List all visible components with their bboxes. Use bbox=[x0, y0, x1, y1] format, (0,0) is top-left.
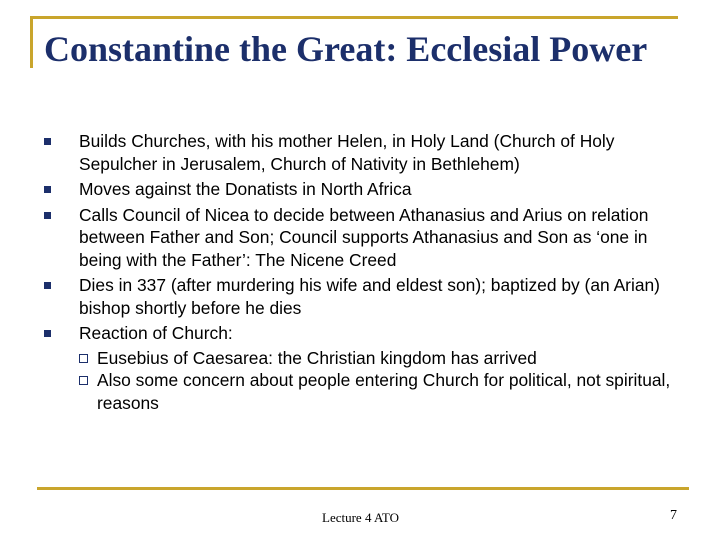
sub-bullet-text: Eusebius of Caesarea: the Christian kingdom has arrived bbox=[97, 347, 537, 368]
bullet-item bbox=[44, 204, 689, 272]
square-bullet-icon bbox=[44, 282, 51, 289]
slide-title: Constantine the Great: Ecclesial Power bbox=[44, 29, 648, 69]
bullet-list bbox=[44, 130, 689, 417]
bullet-item bbox=[44, 322, 689, 414]
bullet-item bbox=[44, 130, 689, 175]
bullet-item bbox=[44, 274, 689, 319]
bullet-text: Calls Council of Nicea to decide between Athanasius and Arius on relation between Father and Son; Council supports Athanasius and Son as ‘one in being with the Father’: The Nicene Creed bbox=[79, 204, 649, 270]
bullet-text: Moves against the Donatists in North Africa bbox=[79, 179, 412, 199]
top-rule bbox=[30, 16, 678, 19]
square-bullet-icon bbox=[44, 330, 51, 337]
bullet-text: Dies in 337 (after murdering his wife and eldest son); baptized by (an Arian) bishop shortly before he dies bbox=[79, 275, 660, 318]
square-bullet-icon bbox=[44, 212, 51, 219]
bullet-text: Reaction of Church: bbox=[79, 323, 233, 343]
bullet-text: Builds Churches, with his mother Helen, in Holy Land (Church of Holy Sepulcher in Jerusalem, Church of Nativity in Bethlehem) bbox=[79, 131, 615, 174]
square-bullet-icon bbox=[44, 186, 51, 193]
slide-number: 7 bbox=[670, 508, 677, 523]
footer-label: Lecture 4 ATO bbox=[322, 510, 400, 525]
sub-bullet-item bbox=[79, 369, 689, 414]
bullet-item bbox=[44, 178, 689, 201]
left-rule bbox=[30, 16, 33, 68]
sub-bullet-text: Also some concern about people entering Church for political, not spiritual, reasons bbox=[97, 370, 671, 413]
hollow-square-bullet-icon bbox=[79, 354, 88, 363]
sub-bullet-list bbox=[79, 347, 689, 415]
sub-bullet-item bbox=[79, 347, 689, 370]
hollow-square-bullet-icon bbox=[79, 376, 88, 385]
footer-rule bbox=[37, 487, 689, 490]
square-bullet-icon bbox=[44, 138, 51, 145]
